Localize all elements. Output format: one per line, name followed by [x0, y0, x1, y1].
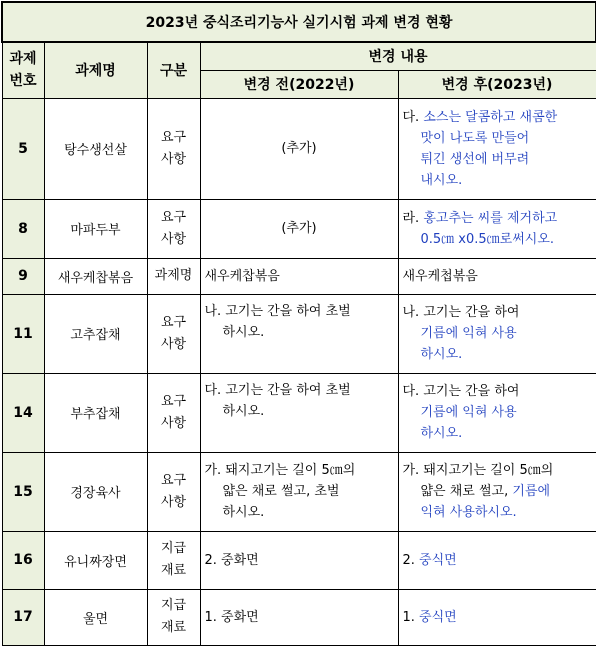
category: 과제명: [147, 258, 200, 294]
after-change: 1. 중식면: [398, 589, 596, 645]
before-change: 새우케찹볶음: [200, 258, 398, 294]
header-task-number: 과제 번호: [2, 42, 44, 98]
header-after: 변경 후(2023년): [398, 70, 596, 98]
table-row: [2, 589, 596, 645]
after-change: 2. 중식면: [398, 531, 596, 589]
before-change: 나. 고기는 간을 하여 초벌 하시오.: [200, 294, 398, 373]
before-change: 가. 돼지고기는 길이 5㎝의 얇은 채로 썰고, 초벌 하시오.: [200, 452, 398, 531]
table-row: [2, 98, 596, 199]
table-row: [2, 452, 596, 531]
task-number: 5: [2, 98, 44, 199]
category: 요구 사항: [147, 199, 200, 258]
table-row: [2, 373, 596, 452]
header-task-name: 과제명: [44, 42, 147, 98]
task-number: 11: [2, 294, 44, 373]
before-change: 다. 고기는 간을 하여 초벌 하시오.: [200, 373, 398, 452]
before-change: 1. 중화면: [200, 589, 398, 645]
before-change: (추가): [200, 98, 398, 199]
task-number: 8: [2, 199, 44, 258]
after-change: 나. 고기는 간을 하여 기름에 익혀 사용 하시오.: [398, 294, 596, 373]
table-row: [2, 258, 596, 294]
after-change: 가. 돼지고기는 길이 5㎝의 얇은 채로 썰고, 기름에 익혀 사용하시오.: [398, 452, 596, 531]
category: 요구 사항: [147, 373, 200, 452]
task-number: 15: [2, 452, 44, 531]
task-name: 부추잡채: [44, 373, 147, 452]
category: 요구 사항: [147, 98, 200, 199]
task-name: 울면: [44, 589, 147, 645]
category: 요구 사항: [147, 294, 200, 373]
header-category: 구분: [147, 42, 200, 98]
task-name: 새우케찹볶음: [44, 258, 147, 294]
table-row: [2, 199, 596, 258]
category: 지급 재료: [147, 589, 200, 645]
task-number: 9: [2, 258, 44, 294]
task-name: 마파두부: [44, 199, 147, 258]
task-name: 경장육사: [44, 452, 147, 531]
task-number: 14: [2, 373, 44, 452]
after-change: 새우케첩볶음: [398, 258, 596, 294]
after-change: 다. 소스는 달콤하고 새콤한 맛이 나도록 만들어 튀긴 생선에 버무려 내시오.: [398, 98, 596, 199]
table-title: 2023년 중식조리기능사 실기시험 과제 변경 현황: [2, 2, 596, 42]
after-change: 라. 홍고추는 씨를 제거하고 0.5㎝ x0.5㎝로써시오.: [398, 199, 596, 258]
header-change-content: 변경 내용: [200, 42, 596, 70]
category: 지급 재료: [147, 531, 200, 589]
before-change: (추가): [200, 199, 398, 258]
task-name: 고추잡채: [44, 294, 147, 373]
table-row: [2, 294, 596, 373]
header-before: 변경 전(2022년): [200, 70, 398, 98]
after-change: 다. 고기는 간을 하여 기름에 익혀 사용 하시오.: [398, 373, 596, 452]
task-number: 17: [2, 589, 44, 645]
table-row: [2, 531, 596, 589]
task-name: 유니짜장면: [44, 531, 147, 589]
change-table: [1, 1, 596, 646]
before-change: 2. 중화면: [200, 531, 398, 589]
task-name: 탕수생선살: [44, 98, 147, 199]
category: 요구 사항: [147, 452, 200, 531]
task-number: 16: [2, 531, 44, 589]
